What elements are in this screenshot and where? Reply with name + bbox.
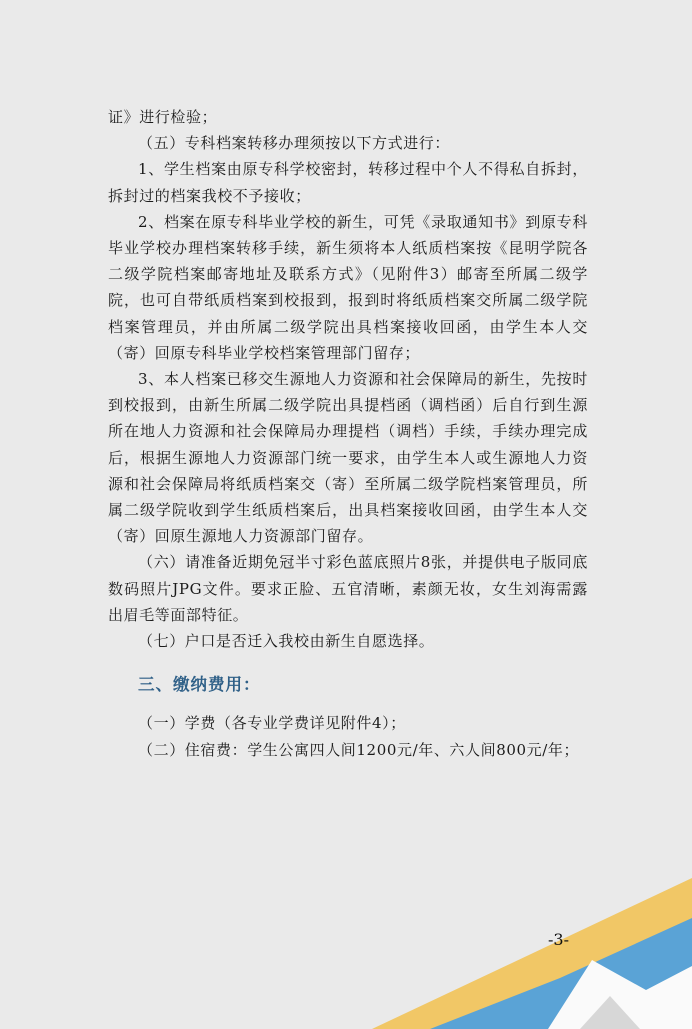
fee-item: （一）学费（各专业学费详见附件4）；	[138, 714, 406, 733]
paragraph: 3、本人档案已移交生源地人力资源和社会保障局的新生，先按时到校报到，由新生所属二级学院出具提档函（调档函）后自行到生源所在地人力资源和社会保障局办理提档（调档）手续，手续办理完成后，根据生源地人力资源部门统一要求，由学生本人或生源地人力资源和社会保障局将纸质档案交（寄）至所属二级学院档案管理员，所属二级学院收到学生纸质档案后，出具档案接收回函，由学生本人交（寄）回原生源地人力资源部门留存。	[108, 370, 588, 546]
paragraph: 1、学生档案由原专科学校密封，转移过程中个人不得私自拆封，拆封过的档案我校不予接收；	[108, 160, 588, 205]
paragraph: （五）专科档案转移办理须按以下方式进行：	[138, 134, 451, 153]
paragraph: （六）请准备近期免冠半寸彩色蓝底照片8张，并提供电子版同底数码照片JPG文件。要求正脸、五官清晰，素颜无妆，女生刘海需露出眉毛等面部特征。	[108, 553, 588, 624]
fee-item: （二）住宿费：学生公寓四人间1200元/年、六人间800元/年；	[138, 740, 580, 759]
page-number: -3-	[548, 930, 569, 949]
paragraph: 证》进行检验；	[108, 108, 218, 126]
section-heading: 三、缴纳费用：	[138, 675, 261, 695]
document-body	[108, 104, 588, 763]
paragraph: 2、档案在原专科毕业学校的新生，可凭《录取通知书》到原专科毕业学校办理档案转移手续，新生须将本人纸质档案按《昆明学院各二级学院档案邮寄地址及联系方式》（见附件3）邮寄至所属二级学院，也可自带纸质档案到校报到，报到时将纸质档案交所属二级学院档案管理员，并由所属二级学院出具档案接收回函，由学生本人交（寄）回原专科毕业学校档案管理部门留存；	[108, 212, 588, 362]
paragraph: （七）户口是否迁入我校由新生自愿选择。	[138, 632, 435, 651]
